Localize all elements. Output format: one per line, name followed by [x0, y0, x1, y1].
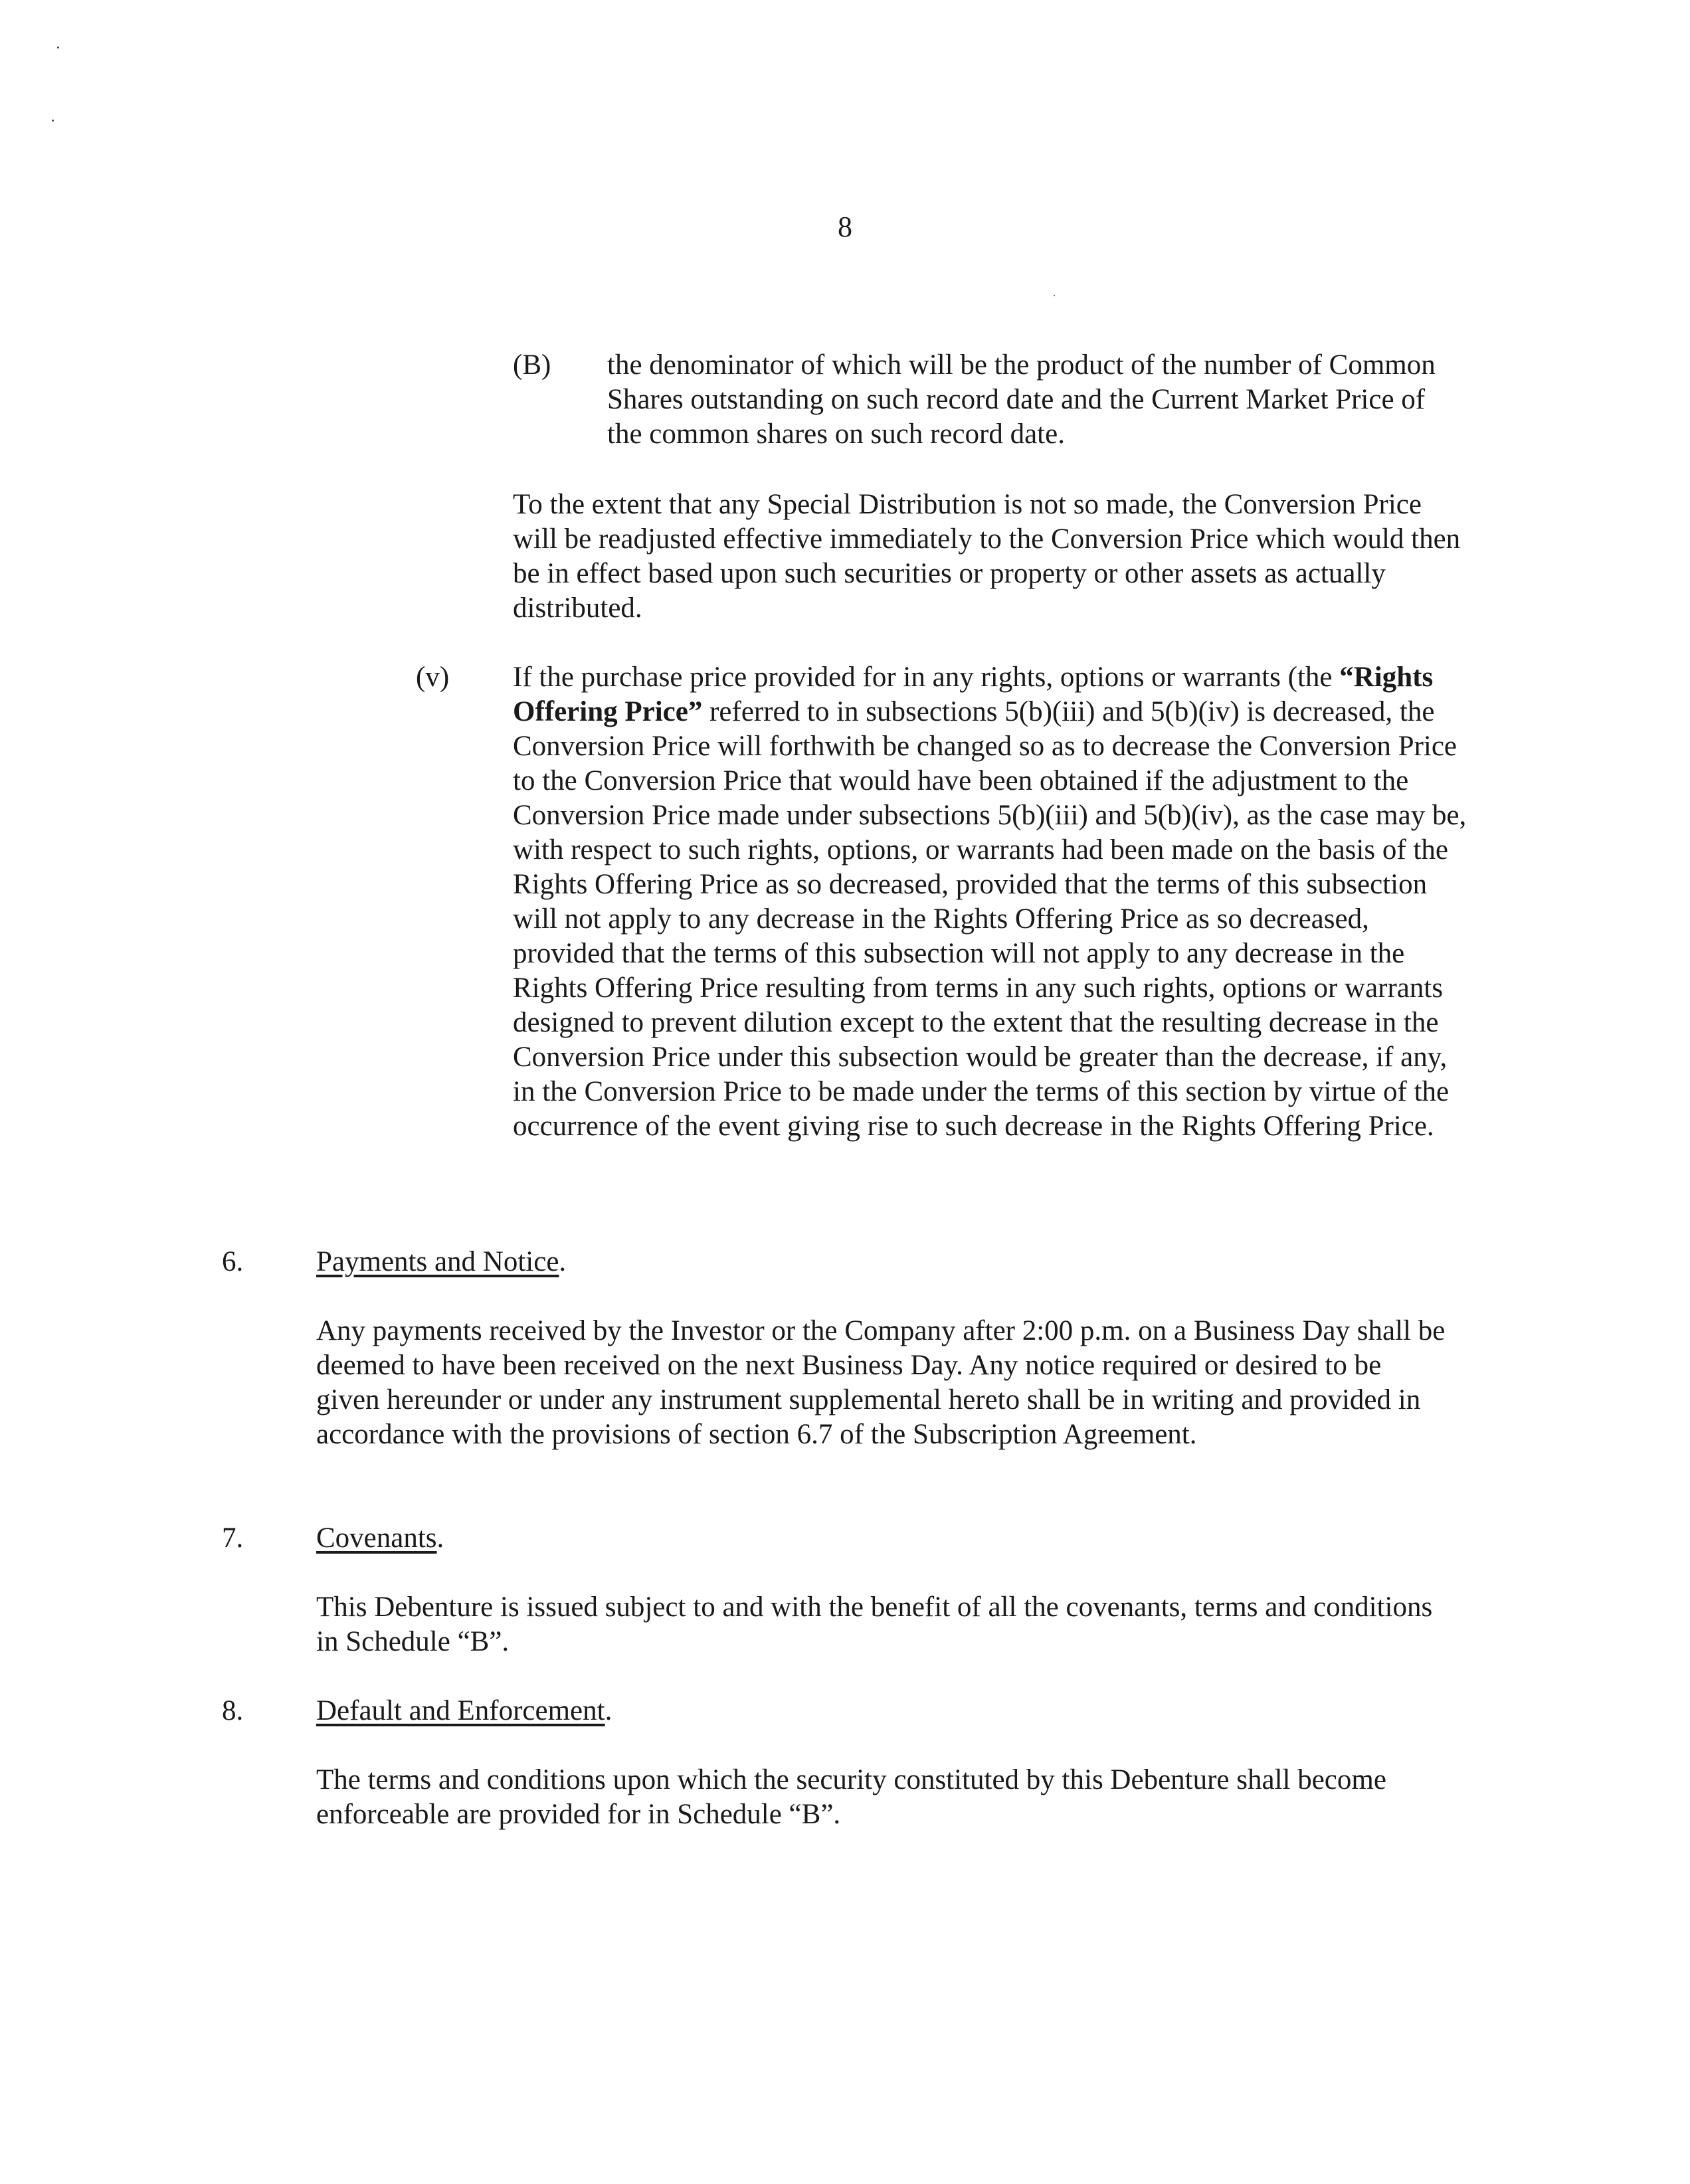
section-8-heading-text: Default and Enforcement	[316, 1695, 605, 1726]
section-6-heading	[316, 1245, 566, 1279]
clause-v-label: (v)	[416, 662, 450, 693]
clause-v-text-before: If the purchase price provided for in any rights, options or warrants (the	[513, 662, 1333, 693]
section-7-body: This Debenture is issued subject to and with the benefit of all the covenants, terms and conditions in Schedule “B”.	[316, 1592, 1433, 1657]
special-distribution-paragraph: To the extent that any Special Distribution is not so made, the Conversion Price will be readjusted effective immediately to the Conversion Price which would then be in effect based upon such securities or property or other assets as actually distributed.	[513, 489, 1461, 624]
section-8-heading	[316, 1694, 612, 1728]
section-7-heading	[316, 1521, 444, 1556]
scan-speck	[57, 46, 59, 48]
section-6-number: 6.	[222, 1246, 244, 1277]
section-7-heading-text: Covenants	[316, 1522, 437, 1554]
scan-speck	[1054, 295, 1055, 296]
rights-offering-price-term: “Rights Offering Price”	[513, 662, 1434, 727]
page-number: 8	[838, 211, 852, 243]
clause-b-text: the denominator of which will be the product of the number of Common Shares outstanding on such record date and the Current Market Price of the common shares on such record date.	[607, 349, 1436, 450]
clause-v-text-after: referred to in subsections 5(b)(iii) and 5(b)(iv) is decreased, the Conversion Price will forthwith be changed so as to decrease the Conversion Price to the Conversion Price that would have been obtained if the adjustment to the Conversion Price made under subsections 5(b)(iii) and 5(b)(iv), as the case may be, with respect to such rights, options, or warrants had been made on the basis of the Rights Offering Price as so decreased, provided that the terms of this subsection will not apply to any decrease in the Rights Offering Price as so decreased, provided that the terms of this subsection will not apply to any decrease in the Rights Offering Price resulting from terms in any such rights, options or warrants designed to prevent dilution except to the extent that the resulting decrease in the Conversion Price under this subsection would be greater than the decrease, if any, in the Conversion Price to be made under the terms of this section by virtue of the occurrence of the event giving rise to such decrease in the Rights Offering Price.	[513, 696, 1467, 1142]
section-6-heading-text: Payments and Notice	[316, 1246, 559, 1277]
scan-speck	[52, 120, 54, 122]
section-8-body: The terms and conditions upon which the security constituted by this Debenture shall become enforceable are provided for in Schedule “B”.	[316, 1764, 1386, 1830]
section-8-heading-suffix: .	[605, 1695, 612, 1726]
section-6-heading-suffix: .	[559, 1246, 567, 1277]
clause-b-label: (B)	[513, 349, 551, 381]
clause-v-text	[513, 660, 1469, 1144]
section-7-heading-suffix: .	[436, 1522, 444, 1554]
section-6-body: Any payments received by the Investor or the Company after 2:00 p.m. on a Business Day shall be deemed to have been received on the next Business Day. Any notice required or desired to be given hereunder or under any instrument supplemental hereto shall be in writing and provided in accordance with the provisions of section 6.7 of the Subscription Agreement.	[316, 1315, 1446, 1450]
section-8-number: 8.	[222, 1695, 244, 1726]
section-7-number: 7.	[222, 1522, 244, 1554]
